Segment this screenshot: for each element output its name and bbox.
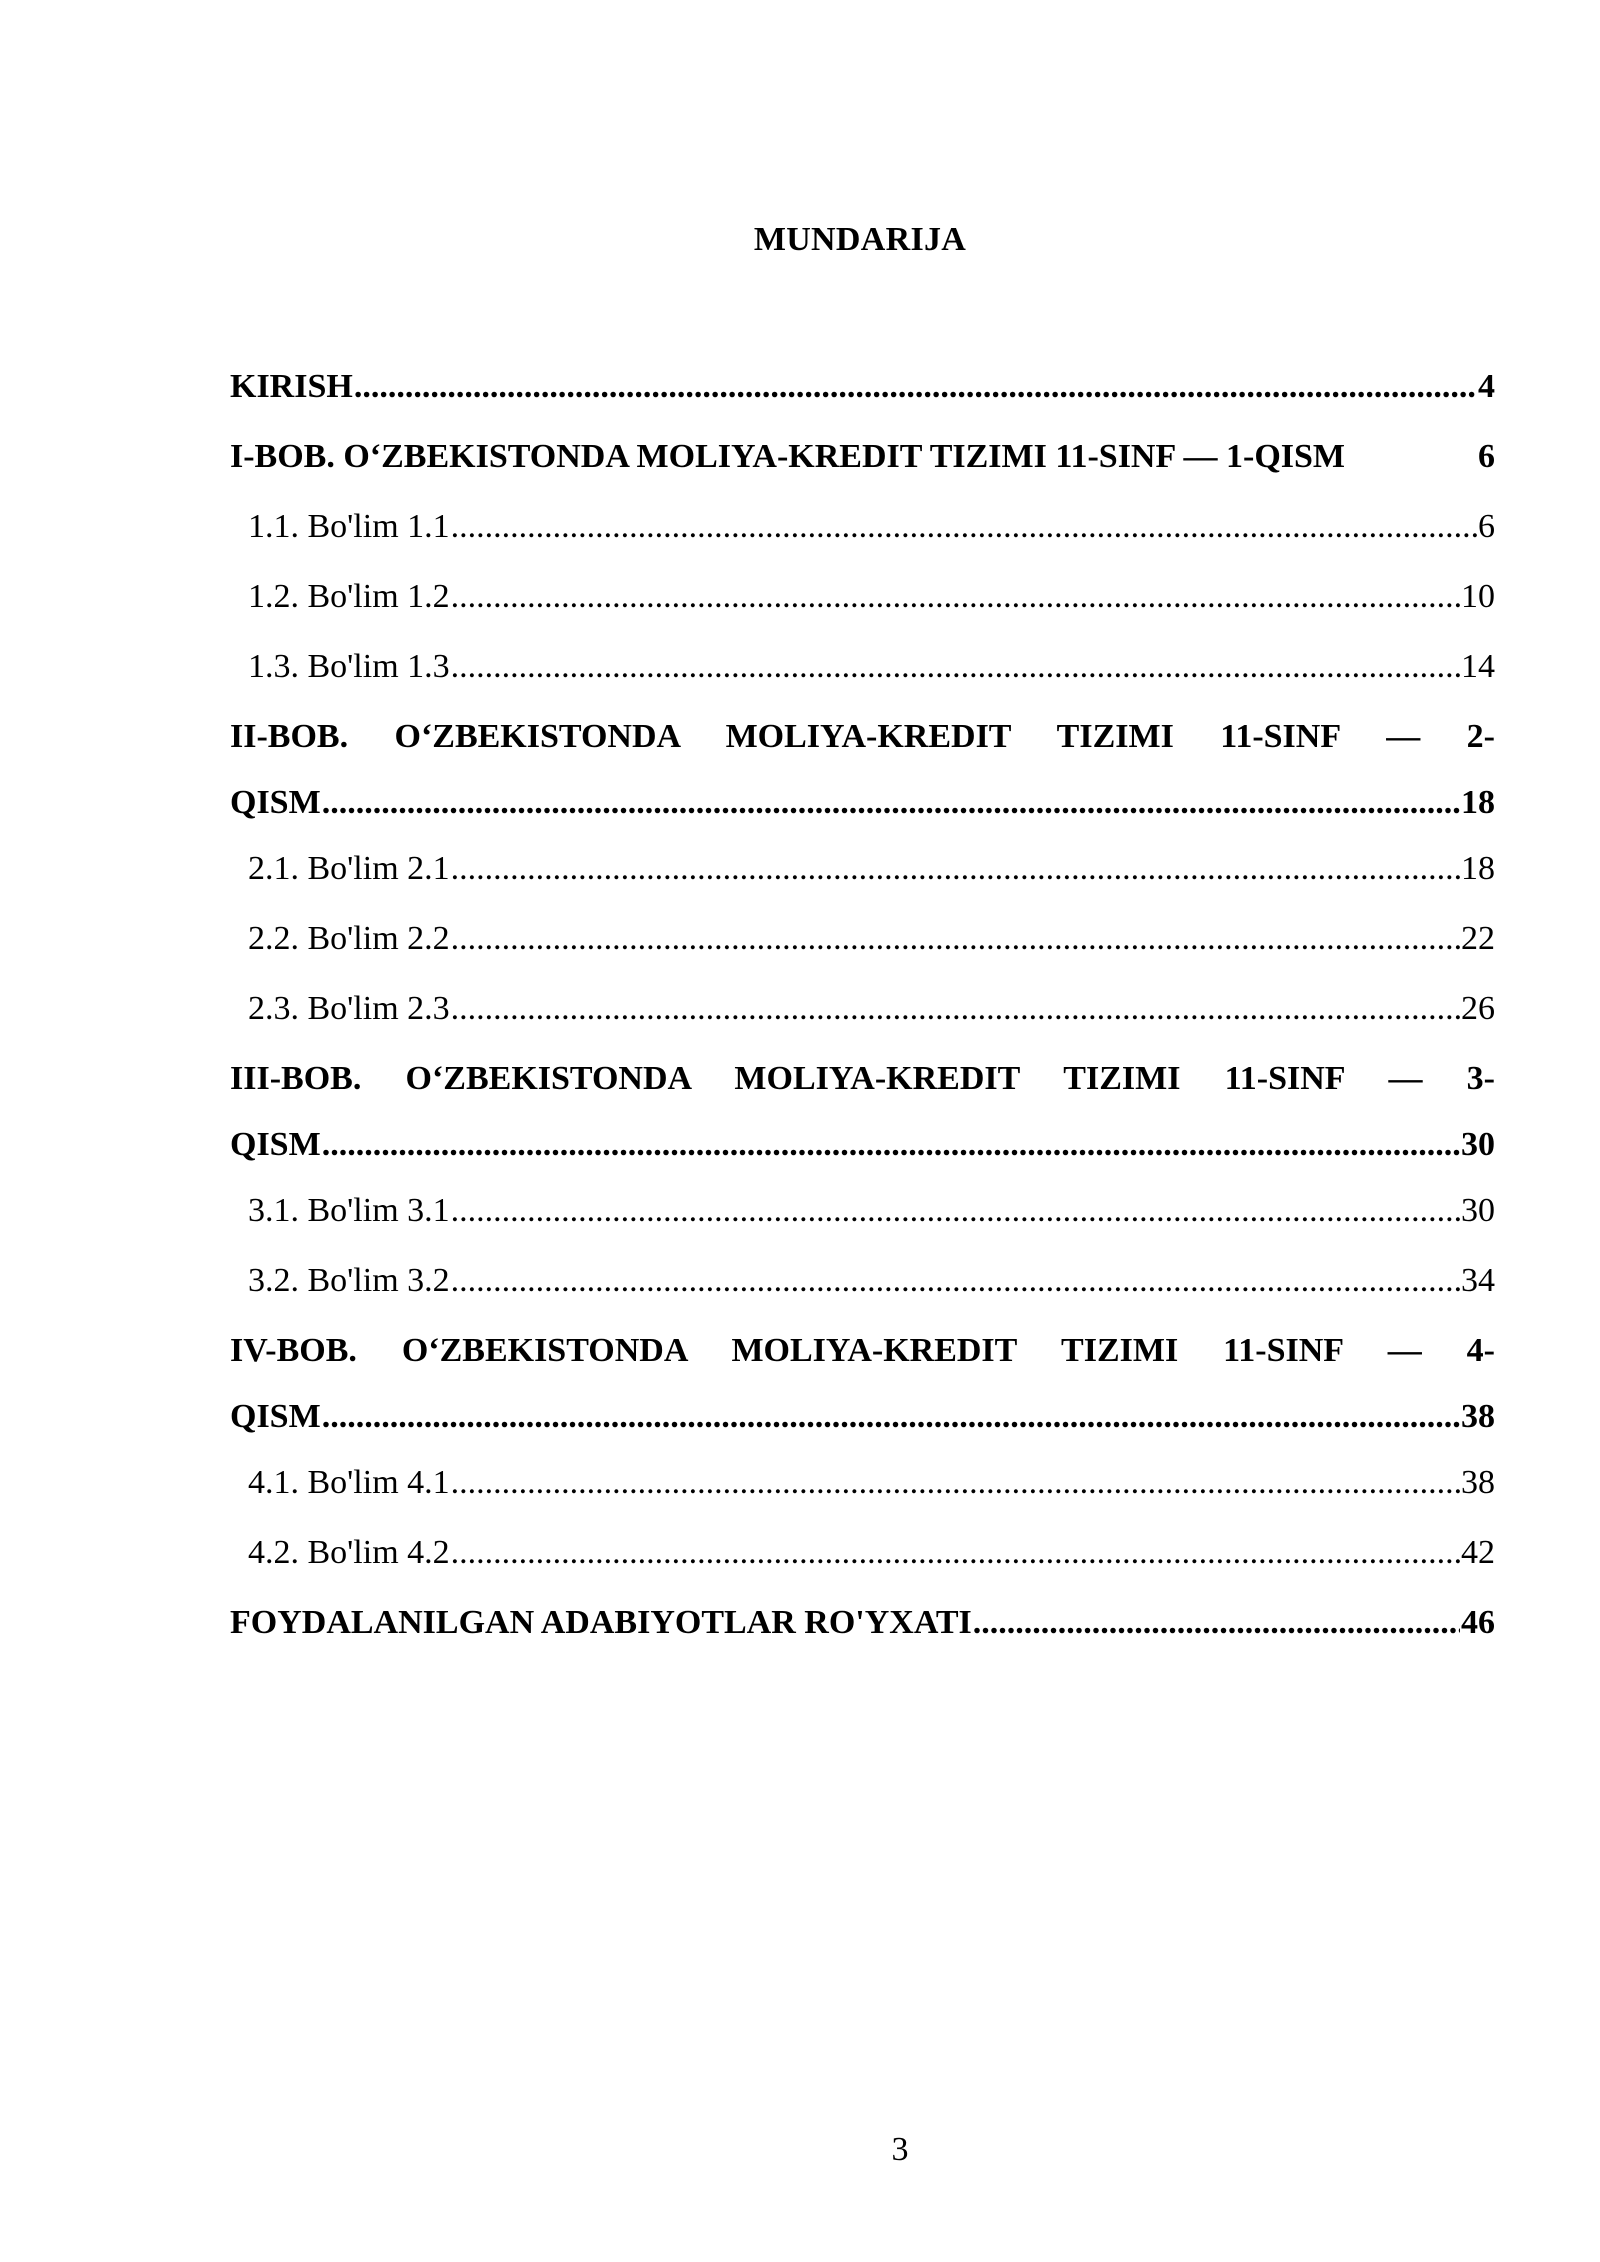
- toc-entry-page: 4: [1478, 368, 1495, 405]
- dot-leader: [451, 1246, 1460, 1316]
- toc-entry-references[interactable]: [230, 1588, 1495, 1658]
- toc-entry-page: 26: [1461, 990, 1495, 1027]
- toc-entry-label-line-2-row: [230, 1386, 1495, 1448]
- toc-entry-label-line-2-row: [230, 772, 1495, 834]
- toc-entry-label: 2.2. Bo'lim 2.2: [248, 920, 450, 957]
- toc-entry-page: 46: [1461, 1604, 1495, 1641]
- dot-leader: [451, 1448, 1460, 1518]
- toc-entry-label: 3.1. Bo'lim 3.1: [248, 1192, 450, 1229]
- toc-entry-label: 2.1. Bo'lim 2.1: [248, 850, 450, 887]
- toc-entry-page: 30: [1461, 1126, 1495, 1163]
- toc-entry-label-line-1: II-BOB. O‘ZBEKISTONDA MOLIYA-KREDIT TIZIMI 11-SINF — 2-: [230, 718, 1495, 755]
- page-title: MUNDARIJA: [753, 221, 967, 258]
- toc-entry-label: 1.3. Bo'lim 1.3: [248, 648, 450, 685]
- toc-entry-section-2-1[interactable]: [230, 834, 1495, 904]
- toc-entry-section-1-2[interactable]: [230, 562, 1495, 632]
- toc-entry-label: 3.2. Bo'lim 3.2: [248, 1262, 450, 1299]
- toc-entry-page: 10: [1461, 578, 1495, 615]
- toc-entry-page: 6: [1478, 508, 1495, 545]
- toc-entry-page: 18: [1461, 784, 1495, 821]
- toc-entry-page: 38: [1461, 1398, 1495, 1435]
- toc-entry-label: FOYDALANILGAN ADABIYOTLAR RO'YXATI: [230, 1604, 972, 1641]
- toc-entry-label: I-BOB. O‘ZBEKISTONDA MOLIYA-KREDIT TIZIMI 11-SINF — 1-QISM: [230, 438, 1345, 475]
- toc-entry-chapter-1[interactable]: [230, 422, 1495, 492]
- toc-entry-page: 18: [1461, 850, 1495, 887]
- toc-entry-section-4-2[interactable]: [230, 1518, 1495, 1588]
- toc-entry-label: 1.2. Bo'lim 1.2: [248, 578, 450, 615]
- dot-leader: [322, 1114, 1460, 1176]
- table-of-contents: [230, 352, 1495, 1658]
- dot-leader: [322, 1386, 1460, 1448]
- toc-entry-kirish[interactable]: [230, 352, 1495, 422]
- toc-entry-chapter-4[interactable]: [230, 1316, 1495, 1448]
- toc-entry-label: KIRISH: [230, 368, 353, 405]
- toc-entry-label: 2.3. Bo'lim 2.3: [248, 990, 450, 1027]
- toc-entry-page: 38: [1461, 1464, 1495, 1501]
- toc-entry-section-3-1[interactable]: [230, 1176, 1495, 1246]
- page-number: 3: [891, 2131, 909, 2168]
- toc-entry-label-line-1: III-BOB. O‘ZBEKISTONDA MOLIYA-KREDIT TIZIMI 11-SINF — 3-: [230, 1060, 1495, 1097]
- toc-entry-label: QISM: [230, 784, 321, 821]
- dot-leader: [451, 1518, 1460, 1588]
- toc-entry-section-2-3[interactable]: [230, 974, 1495, 1044]
- dot-leader: [451, 834, 1460, 904]
- dot-leader: [322, 772, 1460, 834]
- dot-leader: [451, 974, 1460, 1044]
- toc-entry-section-2-2[interactable]: [230, 904, 1495, 974]
- toc-entry-label-line-1: IV-BOB. O‘ZBEKISTONDA MOLIYA-KREDIT TIZIMI 11-SINF — 4-: [230, 1332, 1495, 1369]
- toc-entry-label: 1.1. Bo'lim 1.1: [248, 508, 450, 545]
- toc-entry-section-1-1[interactable]: [230, 492, 1495, 562]
- toc-entry-label: QISM: [230, 1398, 321, 1435]
- toc-entry-label: 4.1. Bo'lim 4.1: [248, 1464, 450, 1501]
- dot-leader: [451, 492, 1477, 562]
- toc-entry-section-1-3[interactable]: [230, 632, 1495, 702]
- toc-entry-chapter-2[interactable]: [230, 702, 1495, 834]
- dot-leader: [451, 1176, 1460, 1246]
- toc-entry-label: 4.2. Bo'lim 4.2: [248, 1534, 450, 1571]
- toc-entry-page: 42: [1461, 1534, 1495, 1571]
- dot-leader: [451, 562, 1460, 632]
- toc-entry-label: QISM: [230, 1126, 321, 1163]
- dot-leader: [973, 1588, 1460, 1658]
- toc-entry-page: 22: [1461, 920, 1495, 957]
- dot-leader: [451, 632, 1460, 702]
- toc-entry-page: 34: [1461, 1262, 1495, 1299]
- toc-entry-section-3-2[interactable]: [230, 1246, 1495, 1316]
- dot-leader: [354, 352, 1477, 422]
- toc-entry-page: 6: [1478, 438, 1495, 475]
- toc-entry-label-line-2-row: [230, 1114, 1495, 1176]
- toc-entry-page: 30: [1461, 1192, 1495, 1229]
- toc-entry-chapter-3[interactable]: [230, 1044, 1495, 1176]
- dot-leader: [451, 904, 1460, 974]
- toc-entry-section-4-1[interactable]: [230, 1448, 1495, 1518]
- toc-entry-page: 14: [1461, 648, 1495, 685]
